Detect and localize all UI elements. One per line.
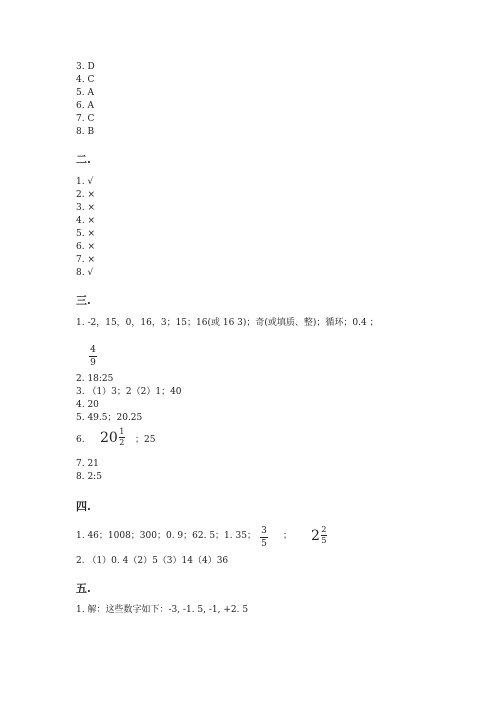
answer-line: 4. × [76,216,95,226]
answer-line: 1. -2，15，0，16，3；15；16(或 16 3)；奇(或填质、整)；循环；0.4 ； [76,318,379,328]
fraction-denominator: 9 [90,358,96,368]
answer-line: 1. 46；1008；300；0. 9；62. 5；1. 35； [76,531,256,541]
answer-line: 7. × [76,255,95,265]
answer-line: 6. A [76,101,94,111]
answer-label: 6. [76,435,85,445]
fraction-bar [260,537,268,538]
fraction-denominator: 5 [321,536,327,545]
fraction-numerator: 4 [90,345,96,355]
fraction-bar [89,356,97,357]
answer-line: 5. A [76,88,94,98]
answer-line: 2. 18:25 [76,374,114,384]
answer-text: ；25 [135,435,156,445]
mixed-whole: 2 [311,527,320,544]
fraction-denominator: 2 [119,438,125,447]
section-heading: 二. [76,153,91,166]
mixed-fraction [321,526,327,545]
answer-line: 3. （1）3；2（2）1；40 [76,387,182,397]
answer-line: 5. × [76,229,95,239]
answer-line: 2. × [76,190,95,200]
answer-line: 8. B [76,127,95,137]
answer-line: 7. 21 [76,459,99,469]
answer-line: 8. 2:5 [76,472,102,482]
answer-line: 3. D [76,62,95,72]
mixed-fraction [119,428,125,447]
answer-line: 1. 解：这些数字如下：-3, -1. 5, -1, +2. 5 [76,605,249,615]
answer-line: 4. C [76,75,95,85]
fraction-numerator: 3 [261,526,267,536]
answer-line: 5. 49.5；20.25 [76,413,143,423]
answer-line: 3. × [76,203,95,213]
answer-line: 8. √ [76,268,94,278]
answer-text: ； [283,531,293,541]
mixed-number [100,428,125,447]
fraction-denominator: 5 [261,539,267,549]
answer-line: 4. 20 [76,400,99,410]
answer-line: 7. C [76,114,95,124]
section-heading: 四. [76,500,91,513]
section-heading: 三. [76,294,91,307]
section-heading: 五. [76,582,91,595]
answer-line: 1. √ [76,177,94,187]
fraction [89,345,97,368]
fraction [260,526,268,549]
fraction-numerator: 1 [119,427,125,436]
answer-line: 2. （1）0. 4（2）5（3）14（4）36 [76,556,229,566]
fraction-numerator: 2 [321,525,327,534]
answer-line: 6. × [76,242,95,252]
mixed-whole: 20 [100,429,118,446]
mixed-number [311,526,327,545]
